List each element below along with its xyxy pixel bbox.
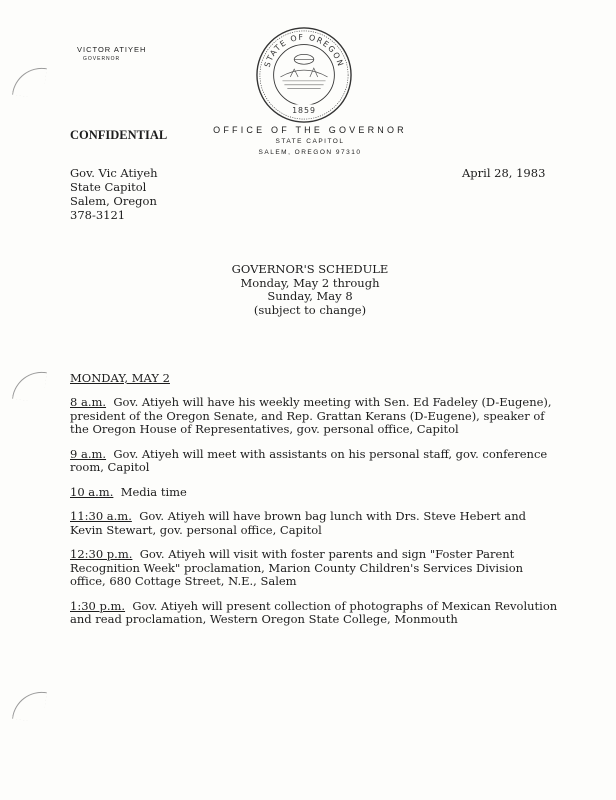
confidential-label: CONFIDENTIAL bbox=[70, 128, 168, 142]
sender-address bbox=[70, 166, 158, 222]
schedule-range-start: Monday, May 2 through bbox=[240, 275, 380, 290]
entry-time: 9 a.m. bbox=[70, 446, 107, 461]
entry-text: Gov. Atiyeh will visit with foster parents and sign "Foster Parent Recognition Week" proclamation, Marion County Children's Services Division office, 680 Cottage Street, N.E., Salem bbox=[70, 547, 524, 588]
binder-hole-mark bbox=[12, 688, 47, 723]
office-letterhead bbox=[190, 125, 430, 156]
office-name: OFFICE OF THE GOVERNOR bbox=[213, 125, 407, 135]
schedule-entry bbox=[70, 486, 560, 500]
schedule-entry bbox=[70, 396, 560, 437]
seal-top-text: STATE OF OREGON bbox=[262, 32, 346, 69]
entry-time: 11:30 a.m. bbox=[70, 509, 132, 523]
entry-text: Gov. Atiyeh will present collection of photographs of Mexican Revolution and read proclamation, Western Oregon State College, Monmouth bbox=[70, 598, 558, 626]
binder-hole-mark bbox=[12, 64, 47, 99]
entry-text: Gov. Atiyeh will have his weekly meeting with Sen. Ed Fadeley (D-Eugene), president of the Oregon Senate, and Rep. Grattan Kerans (D-Eugene), speaker of the Oregon House of Representatives, gov. personal office, Capitol bbox=[70, 395, 552, 436]
schedule-note: (subject to change) bbox=[253, 302, 367, 317]
schedule-title: GOVERNOR'S SCHEDULE bbox=[231, 262, 389, 276]
schedule-entry bbox=[70, 510, 560, 537]
governor-name: VICTOR ATIYEH bbox=[77, 45, 147, 54]
schedule-entry bbox=[70, 448, 560, 475]
schedule-range-end: Sunday, May 8 bbox=[267, 289, 353, 303]
address-phone: 378-3121 bbox=[70, 208, 126, 222]
address-line: Gov. Vic Atiyeh bbox=[70, 166, 158, 180]
address-line: Salem, Oregon bbox=[70, 194, 157, 208]
entry-text: Media time bbox=[120, 484, 187, 499]
office-city: SALEM, OREGON 97310 bbox=[258, 149, 362, 156]
schedule-entries bbox=[70, 396, 560, 638]
schedule-header bbox=[200, 263, 420, 317]
address-line: State Capitol bbox=[70, 180, 147, 194]
entry-time: 10 a.m. bbox=[70, 484, 114, 499]
state-seal-icon bbox=[255, 26, 353, 124]
day-heading: MONDAY, MAY 2 bbox=[70, 371, 170, 385]
document-date: April 28, 1983 bbox=[462, 166, 546, 180]
schedule-entry bbox=[70, 548, 560, 589]
entry-text: Gov. Atiyeh will meet with assistants on his personal staff, gov. conference room, Capitol bbox=[70, 446, 548, 474]
entry-time: 12:30 p.m. bbox=[70, 547, 133, 561]
governor-title: GOVERNOR bbox=[83, 56, 121, 62]
seal-year: 1859 bbox=[292, 106, 316, 116]
entry-time: 8 a.m. bbox=[70, 395, 107, 409]
entry-text: Gov. Atiyeh will have brown bag lunch with Drs. Steve Hebert and Kevin Stewart, gov. personal office, Capitol bbox=[70, 509, 526, 537]
schedule-entry bbox=[70, 600, 560, 627]
office-building: STATE CAPITOL bbox=[275, 138, 345, 145]
entry-time: 1:30 p.m. bbox=[70, 598, 126, 613]
binder-hole-mark bbox=[12, 368, 47, 403]
